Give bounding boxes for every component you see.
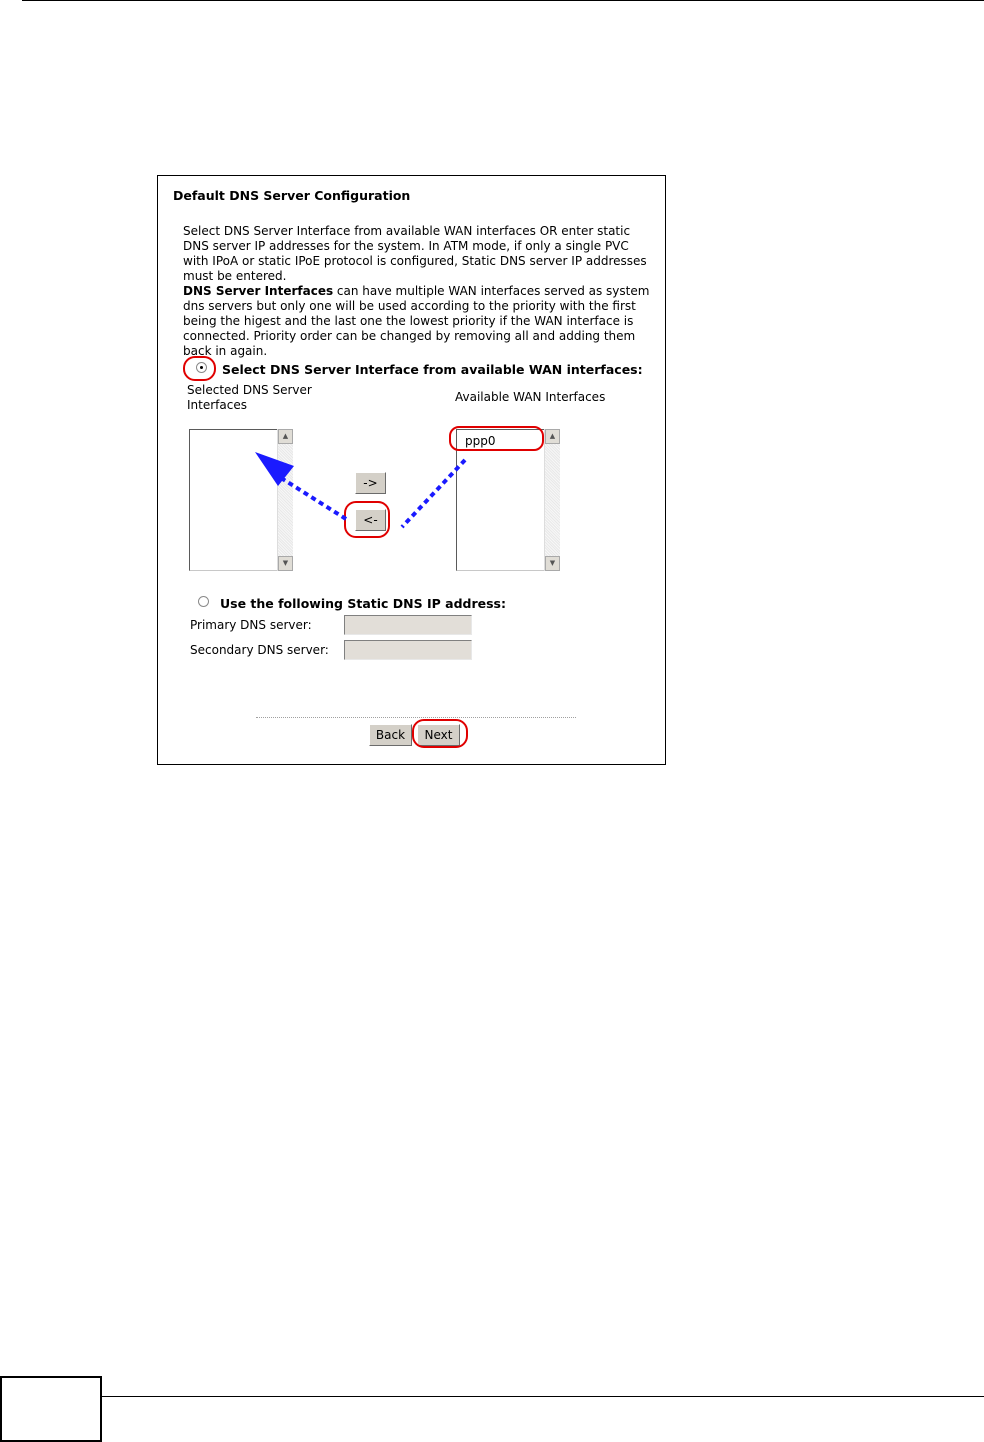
remove-interface-button[interactable]: <- bbox=[355, 509, 386, 531]
top-page-rule bbox=[22, 0, 984, 1]
selected-list-scrollbar[interactable] bbox=[277, 429, 293, 571]
static-dns-radio[interactable] bbox=[198, 596, 209, 607]
desc-line: Select DNS Server Interface from available WAN interfaces OR enter static bbox=[183, 224, 631, 238]
button-separator bbox=[256, 717, 576, 718]
static-dns-radio-label: Use the following Static DNS IP address: bbox=[220, 596, 506, 611]
desc-line: being the higest and the last one the lowest priority if the WAN interface is bbox=[183, 314, 634, 328]
secondary-dns-label: Secondary DNS server: bbox=[190, 643, 329, 657]
scroll-down-icon[interactable]: ▼ bbox=[545, 556, 560, 571]
list-item[interactable]: ppp0 bbox=[465, 434, 496, 448]
add-interface-button[interactable]: -> bbox=[355, 472, 386, 494]
available-list-scrollbar[interactable] bbox=[544, 429, 560, 571]
page-number-box bbox=[0, 1376, 102, 1442]
scroll-up-icon[interactable]: ▲ bbox=[278, 429, 293, 444]
bottom-page-rule bbox=[100, 1396, 984, 1397]
dialog-title: Default DNS Server Configuration bbox=[173, 188, 411, 203]
next-button[interactable]: Next bbox=[417, 724, 460, 746]
selected-interfaces-label bbox=[187, 383, 312, 413]
desc-line bbox=[183, 284, 653, 299]
desc-line: with IPoA or static IPoE protocol is configured, Static DNS server IP addresses bbox=[183, 254, 647, 268]
scroll-up-icon[interactable]: ▲ bbox=[545, 429, 560, 444]
desc-line: connected. Priority order can be changed by removing all and adding them bbox=[183, 329, 636, 343]
desc-line: dns servers but only one will be used according to the priority with the first bbox=[183, 299, 636, 313]
desc-line: back in again. bbox=[183, 344, 268, 358]
wan-interface-radio[interactable] bbox=[196, 362, 207, 373]
wan-interface-radio-label: Select DNS Server Interface from available WAN interfaces: bbox=[222, 362, 643, 377]
dialog-description bbox=[183, 224, 653, 359]
dns-config-screenshot bbox=[157, 175, 666, 765]
secondary-dns-field[interactable] bbox=[344, 640, 472, 660]
available-interfaces-label: Available WAN Interfaces bbox=[455, 390, 606, 404]
back-button[interactable]: Back bbox=[369, 724, 412, 746]
selected-label-line: Interfaces bbox=[187, 398, 247, 412]
primary-dns-label: Primary DNS server: bbox=[190, 618, 312, 632]
primary-dns-field[interactable] bbox=[344, 615, 472, 635]
desc-bold-term: DNS Server Interfaces bbox=[183, 284, 334, 298]
desc-text: can have multiple WAN interfaces served as system bbox=[333, 284, 650, 298]
desc-line: must be entered. bbox=[183, 269, 287, 283]
scroll-down-icon[interactable]: ▼ bbox=[278, 556, 293, 571]
selected-label-line: Selected DNS Server bbox=[187, 383, 312, 397]
desc-line: DNS server IP addresses for the system. In ATM mode, if only a single PVC bbox=[183, 239, 629, 253]
